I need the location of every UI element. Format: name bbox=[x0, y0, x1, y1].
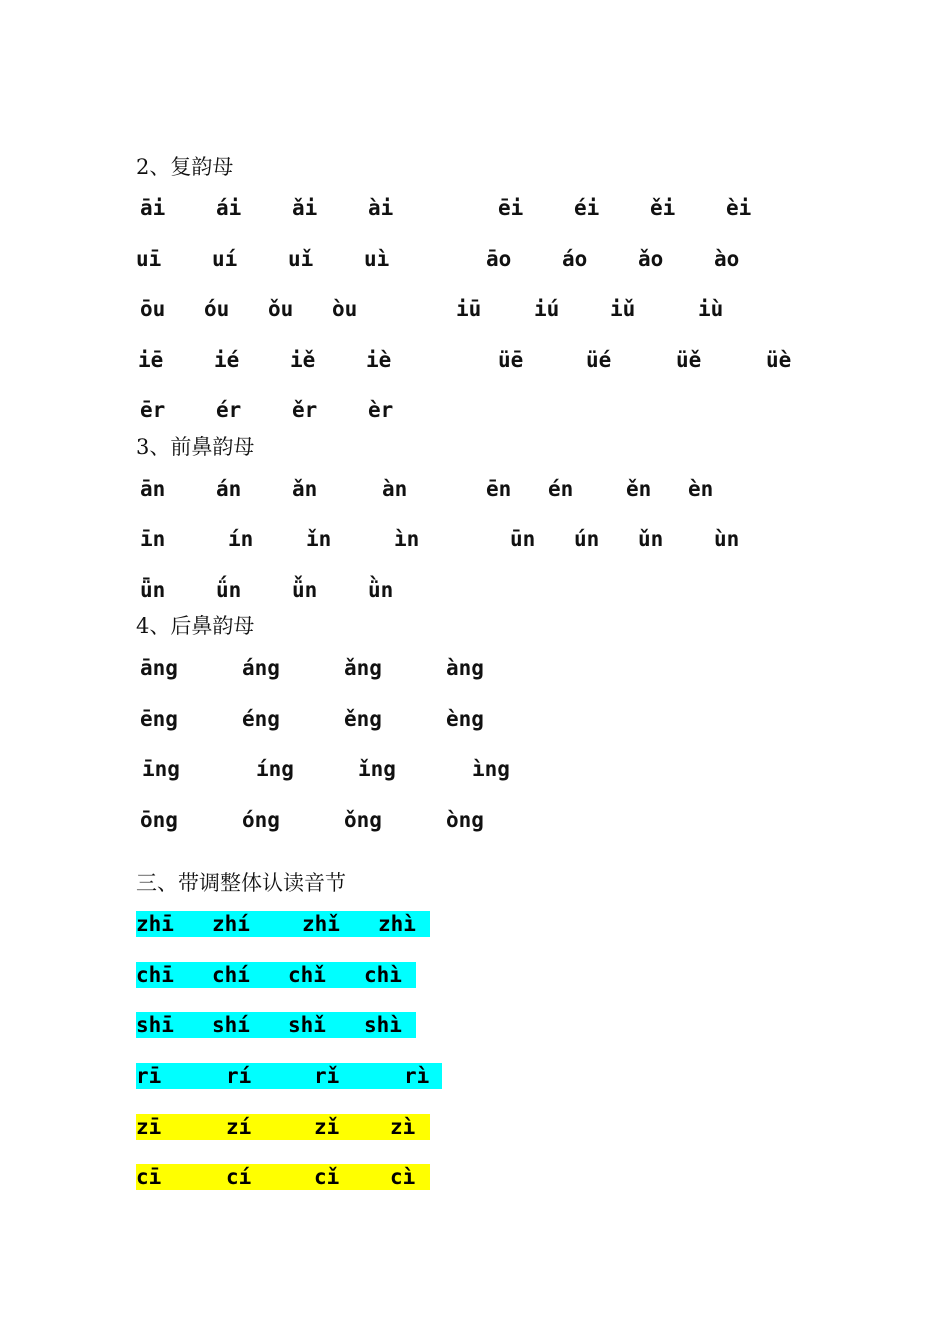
syllable-row bbox=[0, 655, 950, 681]
syllable: ìn bbox=[394, 527, 420, 551]
syllable: ǒu bbox=[268, 297, 294, 321]
section-heading-back-nasal-finals: 4、后鼻韵母 bbox=[136, 614, 255, 638]
syllable: zhī bbox=[136, 912, 174, 936]
syllable: ài bbox=[368, 196, 394, 220]
syllable: ér bbox=[216, 398, 242, 422]
syllable: uì bbox=[364, 247, 390, 271]
syllable: iú bbox=[534, 297, 560, 321]
syllable-row bbox=[0, 246, 950, 272]
syllable: uí bbox=[212, 247, 238, 271]
syllable: chī bbox=[136, 963, 174, 987]
syllable-row bbox=[0, 706, 950, 732]
syllable: áng bbox=[242, 656, 280, 680]
syllable: ǔn bbox=[638, 527, 664, 551]
syllable: ěr bbox=[292, 398, 318, 422]
syllable: ǐng bbox=[358, 757, 396, 781]
syllable: éng bbox=[242, 707, 280, 731]
syllable-row bbox=[0, 195, 950, 221]
syllable: ūn bbox=[510, 527, 536, 551]
syllable-row bbox=[0, 347, 950, 373]
syllable: ǘn bbox=[216, 578, 242, 602]
syllable: iě bbox=[290, 348, 316, 372]
syllable: üé bbox=[586, 348, 612, 372]
syllable: óu bbox=[204, 297, 230, 321]
syllable: ǎi bbox=[292, 196, 318, 220]
syllable: èr bbox=[368, 398, 394, 422]
syllable: ǜn bbox=[368, 578, 394, 602]
syllable: shǐ bbox=[288, 1013, 326, 1037]
syllable: ái bbox=[216, 196, 242, 220]
syllable: zī bbox=[136, 1115, 162, 1139]
syllable: cǐ bbox=[314, 1165, 340, 1189]
syllable: īng bbox=[142, 757, 180, 781]
syllable: ǐn bbox=[306, 527, 332, 551]
syllable: ǒng bbox=[344, 808, 382, 832]
section-heading-whole-syllables: 三、带调整体认读音节 bbox=[136, 871, 346, 895]
syllable: ùn bbox=[714, 527, 740, 551]
syllable: ēi bbox=[498, 196, 524, 220]
syllable: ié bbox=[214, 348, 240, 372]
syllable: zí bbox=[226, 1115, 252, 1139]
syllable: zǐ bbox=[314, 1115, 340, 1139]
syllable: ín bbox=[228, 527, 254, 551]
syllable: rí bbox=[226, 1064, 252, 1088]
syllable: zhì bbox=[378, 912, 416, 936]
syllable: shí bbox=[212, 1013, 250, 1037]
section-heading-compound-finals: 2、复韵母 bbox=[136, 155, 234, 179]
syllable: án bbox=[216, 477, 242, 501]
syllable: zì bbox=[390, 1115, 416, 1139]
highlighted-syllable-row bbox=[136, 1164, 430, 1190]
syllable: ēr bbox=[140, 398, 166, 422]
syllable: òng bbox=[446, 808, 484, 832]
syllable: én bbox=[548, 477, 574, 501]
highlighted-syllable-row bbox=[136, 1114, 430, 1140]
syllable: āng bbox=[140, 656, 178, 680]
syllable: üě bbox=[676, 348, 702, 372]
syllable: àng bbox=[446, 656, 484, 680]
syllable: uǐ bbox=[288, 247, 314, 271]
syllable: ún bbox=[574, 527, 600, 551]
highlighted-syllable-row bbox=[136, 962, 416, 988]
syllable: zhí bbox=[212, 912, 250, 936]
syllable: éi bbox=[574, 196, 600, 220]
syllable: iù bbox=[698, 297, 724, 321]
syllable: ǎng bbox=[344, 656, 382, 680]
syllable: rì bbox=[404, 1064, 430, 1088]
syllable: íng bbox=[256, 757, 294, 781]
syllable: rǐ bbox=[314, 1064, 340, 1088]
syllable: ěn bbox=[626, 477, 652, 501]
syllable: ōng bbox=[140, 808, 178, 832]
highlighted-syllable-row bbox=[136, 1063, 442, 1089]
syllable: ìng bbox=[472, 757, 510, 781]
syllable: üē bbox=[498, 348, 524, 372]
syllable: ǚn bbox=[292, 578, 318, 602]
syllable: ēng bbox=[140, 707, 178, 731]
syllable: ōu bbox=[140, 297, 166, 321]
syllable: èi bbox=[726, 196, 752, 220]
syllable: àn bbox=[382, 477, 408, 501]
syllable: chí bbox=[212, 963, 250, 987]
syllable: shì bbox=[364, 1013, 402, 1037]
syllable: chǐ bbox=[288, 963, 326, 987]
syllable: ǎn bbox=[292, 477, 318, 501]
syllable: èng bbox=[446, 707, 484, 731]
syllable: chì bbox=[364, 963, 402, 987]
syllable: ǖn bbox=[140, 578, 166, 602]
syllable: óng bbox=[242, 808, 280, 832]
syllable: áo bbox=[562, 247, 588, 271]
syllable-row bbox=[0, 476, 950, 502]
syllable: īn bbox=[140, 527, 166, 551]
syllable: ēn bbox=[486, 477, 512, 501]
syllable: cí bbox=[226, 1165, 252, 1189]
syllable: uī bbox=[136, 247, 162, 271]
syllable: ào bbox=[714, 247, 740, 271]
syllable: iū bbox=[456, 297, 482, 321]
syllable: iè bbox=[366, 348, 392, 372]
syllable-row bbox=[0, 807, 950, 833]
syllable: èn bbox=[688, 477, 714, 501]
syllable-row bbox=[0, 526, 950, 552]
syllable: rī bbox=[136, 1064, 162, 1088]
syllable: ǎo bbox=[638, 247, 664, 271]
syllable: shī bbox=[136, 1013, 174, 1037]
syllable: ěi bbox=[650, 196, 676, 220]
highlighted-syllable-row bbox=[136, 1012, 416, 1038]
syllable: āi bbox=[140, 196, 166, 220]
syllable: zhǐ bbox=[302, 912, 340, 936]
syllable: cì bbox=[390, 1165, 416, 1189]
syllable: iē bbox=[138, 348, 164, 372]
section-heading-front-nasal-finals: 3、前鼻韵母 bbox=[136, 435, 255, 459]
highlighted-syllable-row bbox=[136, 911, 430, 937]
syllable: üè bbox=[766, 348, 792, 372]
syllable-row bbox=[0, 296, 950, 322]
syllable-row bbox=[0, 577, 950, 603]
syllable: cī bbox=[136, 1165, 162, 1189]
syllable: iǔ bbox=[610, 297, 636, 321]
syllable: òu bbox=[332, 297, 358, 321]
syllable: ěng bbox=[344, 707, 382, 731]
syllable-row bbox=[0, 756, 950, 782]
syllable: ān bbox=[140, 477, 166, 501]
syllable-row bbox=[0, 397, 950, 423]
syllable: āo bbox=[486, 247, 512, 271]
